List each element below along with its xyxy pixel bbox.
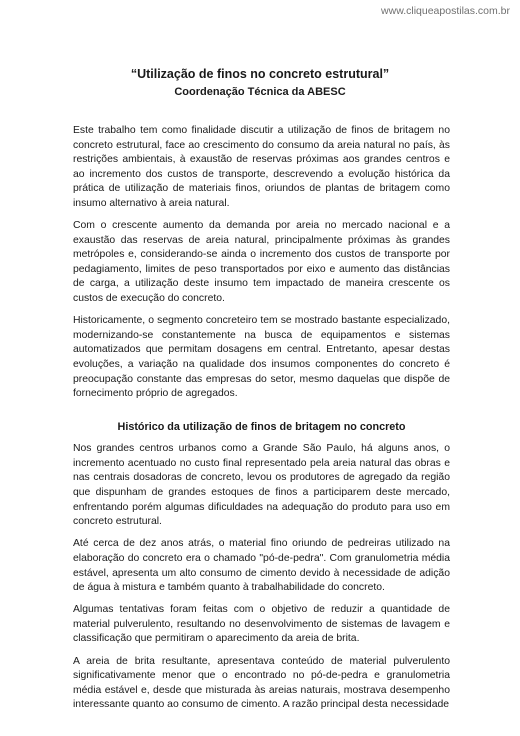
- paragraph: Até cerca de dez anos atrás, o material fino oriundo de pedreiras utilizado na elaboração do concreto era o chamado "pó-de-pedra". Com granulometria média estável, apresenta um alto consumo de cimento devido à necessidade de adição de água à mistura e também quanto à trabalhabilidade do concreto.: [73, 538, 450, 594]
- paragraph: Historicamente, o segmento concreteiro tem se mostrado bastante especializado, modernizando-se constantemente na busca de equipamentos e sistemas automatizados que permitam dosagens em central. Entretanto, apesar destas evoluções, a variação na qualidade dos insumos componentes do concreto é preocupação constante das empresas do setor, mesmo daquelas que dispõe de fornecimento próprio de agregados.: [73, 315, 450, 400]
- document-body: [73, 124, 450, 720]
- document-title: “Utilização de finos no concreto estrutural”: [130, 67, 390, 81]
- section-heading: Histórico da utilização de finos de britagem no concreto: [117, 420, 406, 433]
- document-subtitle: Coordenação Técnica da ABESC: [174, 86, 346, 98]
- paragraph: Este trabalho tem como finalidade discutir a utilização de finos de britagem no concreto estrutural, face ao crescimento do consumo da areia natural no país, às restrições ambientais, à exaustão de reservas próximas aos grandes centros e ao incremento dos custos de transporte, descrevendo a evolução histórica da prática de utilização de materiais finos, oriundos de plantas de britagem como insumo alternativo à areia natural.: [73, 125, 450, 209]
- paragraph: Algumas tentativas foram feitas com o objetivo de reduzir a quantidade de material pulverulento, resultando no desenvolvimento de sistemas de lavagem e classificação que permitiram o aparecimento da areia de brita.: [73, 604, 450, 645]
- site-url[interactable]: www.cliqueapostilas.com.br: [381, 5, 510, 17]
- paragraph: A areia de brita resultante, apresentava conteúdo de material pulverulento significativamente menor que o encontrado no pó-de-pedra e granulometria média estável e, desde que misturada às areias naturais, mostrava desempenho interessante quanto ao consumo de cimento. A razão principal desta necessidade: [73, 655, 450, 711]
- paragraph: Com o crescente aumento da demanda por areia no mercado nacional e a exaustão das reservas de areia natural, principalmente próximas às grandes metrópoles e, considerando-se ainda o incremento dos custos de transporte por pedagiamento, limites de peso transportados por eixo e aumento das distâncias de carga, a utilização deste insumo tem impactado de maneira crescente os custos de execução do concreto.: [73, 220, 450, 305]
- paragraph: Nos grandes centros urbanos como a Grande São Paulo, há alguns anos, o incremento acentuado no custo final representado pela areia natural das obras e nas centrais dosadoras de concreto, levou os produtores de agregado da região que dispunham de grandes estoques de finos a participarem deste mercado, enfrentando porém algumas dificuldades na adequação do produto para uso em concreto estrutural.: [73, 443, 450, 528]
